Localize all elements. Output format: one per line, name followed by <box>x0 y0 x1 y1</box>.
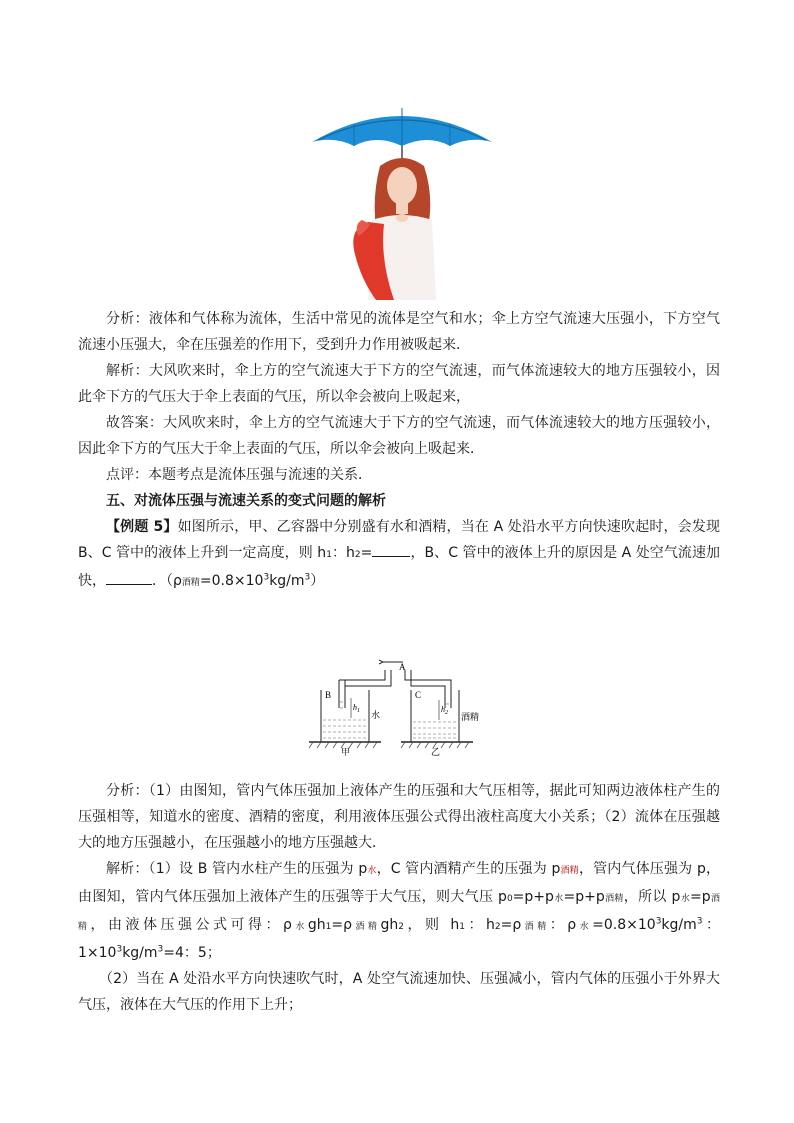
svg-text:h1 <box>353 703 360 714</box>
label-h1: h <box>353 703 357 712</box>
label-h2-sub: 2 <box>445 710 448 716</box>
label-water: 水 <box>371 711 381 721</box>
umbrella-girl-image <box>310 100 494 300</box>
svg-text:h2 <box>441 705 448 716</box>
answer-paragraph-1: 故答案：大风吹来时，伞上方的空气流速大于下方的空气流速，而气体流速较大的地方压强较小，因此伞下方的气压大于伞上表面的气压，所以伞会被向上吸起来． <box>78 415 720 457</box>
comment-paragraph-1: 点评：本题考点是流体压强与流速的关系． <box>106 467 372 483</box>
tube-container-diagram <box>305 656 491 756</box>
answer-blank-2 <box>106 572 152 585</box>
answer-blank-1 <box>372 544 410 557</box>
label-A: A <box>399 662 406 672</box>
example-tag: 【例题 5】 <box>106 519 178 535</box>
section-heading: 五、对流体压强与流速关系的变式问题的解析 <box>106 493 386 509</box>
solution-paragraph-3: （2）当在 A 处沿水平方向快速吹气时，A 处空气流速加快、压强减小，管内气体的压强小于外界大气压，液体在大气压的作用下上升； <box>78 971 720 1013</box>
example-question: 【例题 5】如图所示，甲、乙容器中分别盛有水和酒精，当在 A 处沿水平方向快速吹起时，会发现 B、C 管中的液体上升到一定高度，则 h1：h2= ，B、C 管中的液体上升的原因是 A 处空气流速加快， ．（ρ酒精$=0.8\times 10^3kg/m^3$） <box>78 519 721 589</box>
label-h2: h <box>441 705 445 714</box>
label-C: C <box>415 690 422 700</box>
analysis-paragraph-2: 分析：（1）由图知，管内气体压强加上液体产生的压强和大气压相等，据此可知两边液体柱产生的压强相等，知道水的密度、酒精的密度，利用液体压强公式得出液柱高度大小关系；（2）流体在压强越大的地方压强越小，在压强越小的地方压强越大． <box>78 783 720 851</box>
label-jia: 甲 <box>341 748 351 756</box>
label-yi: 乙 <box>431 748 441 756</box>
analysis-paragraph-1: 分析：液体和气体称为流体，生活中常见的流体是空气和水；伞上方空气流速大压强小，下方空气流速小压强大，伞在压强差的作用下，受到升力作用被吸起来． <box>78 311 720 353</box>
text-block-1 <box>78 306 720 596</box>
solution-paragraph-1: 解析：大风吹来时，伞上方的空气流速大于下方的空气流速，而气体流速较大的地方压强较小，因此伞下方的气压大于伞上表面的气压，所以伞会被向上吸起来， <box>78 363 720 405</box>
label-alcohol: 酒精 <box>461 713 480 723</box>
label-B: B <box>325 690 332 700</box>
solution-paragraph-2: 解析：（1）设 B 管内水柱产生的压强为 p水，C 管内酒精产生的压强为 p酒精，管内气体压强为 p，由图知，管内气体压强加上液体产生的压强等于大气压，则大气压 p0=p+p水=p+p酒精，所以 p水=p酒精，由液体压强公式可得：ρ水gh1=ρ酒精gh2，则 h1：h2=ρ酒精：ρ水$=0.8\times 10^3kg/m^3$：$1\times 10^3kg/m^3=4$：5； <box>78 861 721 961</box>
text-block-2 <box>78 778 720 1018</box>
label-h1-sub: 1 <box>357 708 360 714</box>
